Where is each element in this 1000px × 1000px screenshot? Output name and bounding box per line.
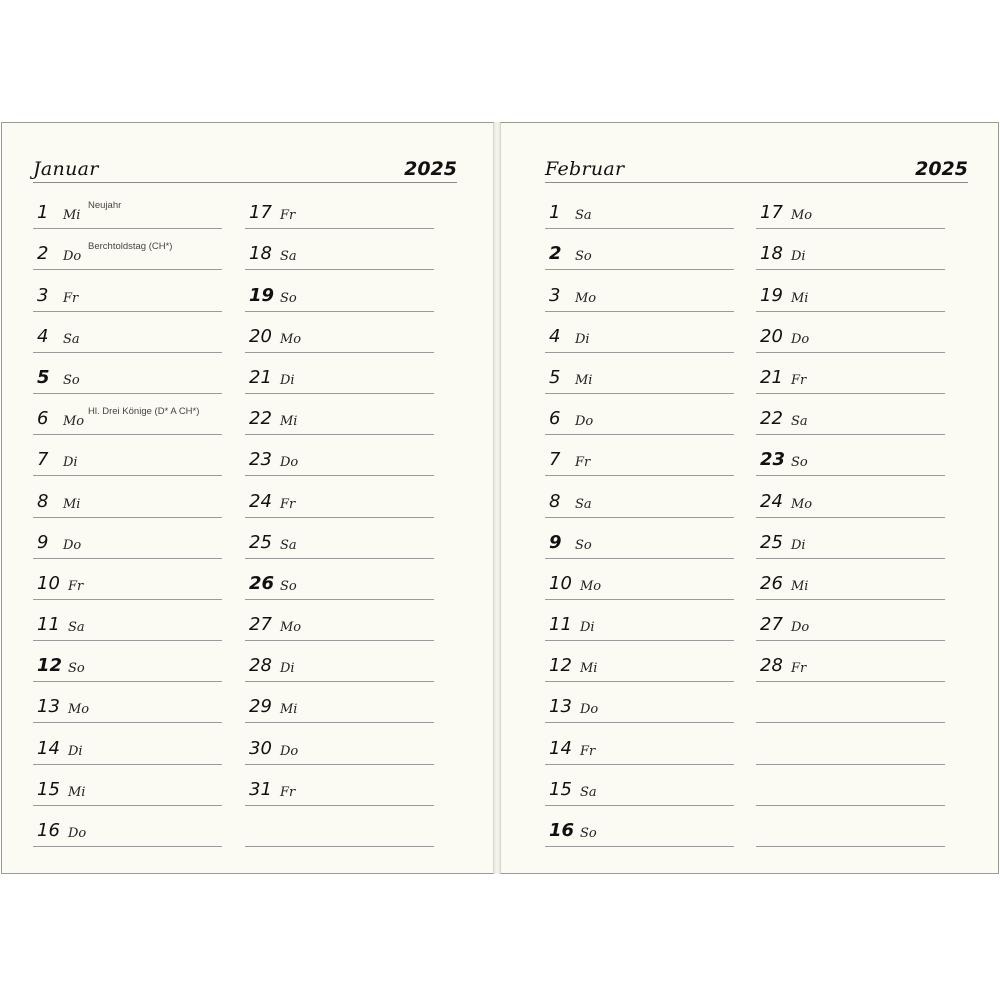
day-number: 9 [37,531,49,553]
weekday-label: Mi [280,702,298,718]
weekday-label: Fr [280,208,296,224]
day-row [33,476,222,517]
day-row [33,394,222,435]
day-row [545,600,734,641]
month-title: Februar [545,158,625,180]
day-number: 15 [37,778,60,800]
weekday-label: Mo [580,578,602,594]
day-number: 6 [549,408,561,430]
weekday-label: Do [791,620,810,636]
day-number: 8 [37,490,49,512]
day-row [33,188,222,229]
day-row [245,600,434,641]
day-row [756,559,945,600]
day-number: 13 [37,696,60,718]
day-number: 19 [760,284,783,306]
day-number: 20 [249,325,272,347]
day-row [756,188,945,229]
weekday-label: Mi [63,496,81,512]
day-row [245,312,434,353]
day-row [756,518,945,559]
day-number: 22 [760,408,783,430]
day-number: 29 [249,696,272,718]
day-number: 19 [249,284,275,306]
day-row [545,353,734,394]
day-number: 21 [760,366,783,388]
weekday-label: Do [68,826,87,841]
day-number: 10 [37,572,60,594]
day-row [756,641,945,682]
holiday-label: Hl. Drei Könige (D* A CH*) [88,406,200,418]
weekday-label: Sa [280,249,297,265]
weekday-label: Sa [580,784,597,800]
weekday-label: So [280,578,297,594]
day-number: 27 [760,614,783,636]
day-row [245,641,434,682]
day-row [245,682,434,723]
weekday-label: Mi [68,784,86,800]
weekday-label: Mi [575,372,593,388]
day-number: 1 [549,202,561,224]
weekday-label: Fr [580,743,596,759]
day-row [545,518,734,559]
day-number: 2 [549,243,562,265]
day-row [756,394,945,435]
weekday-label: So [791,455,808,471]
weekday-label: Do [280,455,299,471]
year-label: 2025 [404,158,457,180]
weekday-label: Do [580,702,599,718]
day-row [245,723,434,764]
day-number: 28 [249,655,272,677]
weekday-label: Mi [280,414,298,430]
day-number: 21 [249,366,272,388]
february-days-17-28 [756,188,945,847]
weekday-label: Sa [575,496,592,512]
january-days-1-16 [33,188,222,847]
weekday-label: Di [791,249,806,265]
weekday-label: Di [791,537,806,553]
weekday-label: Do [575,414,594,430]
weekday-label: Fr [280,496,296,512]
day-row [756,723,945,764]
weekday-label: Mo [575,290,597,306]
day-row [545,559,734,600]
day-number: 11 [549,614,572,636]
day-row [245,188,434,229]
day-row [33,600,222,641]
day-row [545,188,734,229]
weekday-label: Fr [791,372,807,388]
weekday-label: Mo [68,702,90,718]
january-days-17-31 [245,188,434,847]
weekday-label: Di [280,661,295,677]
year-label: 2025 [915,158,968,180]
day-number: 8 [549,490,561,512]
day-number: 23 [760,449,786,471]
day-row [545,641,734,682]
day-row [33,435,222,476]
weekday-label: Fr [63,290,79,306]
day-number: 22 [249,408,272,430]
day-row [33,270,222,311]
day-number: 1 [37,202,49,224]
day-row [245,476,434,517]
weekday-label: Di [580,620,595,636]
day-number: 23 [249,449,272,471]
day-row [545,270,734,311]
day-number: 11 [37,614,60,636]
weekday-label: Mo [791,496,813,512]
day-number: 5 [37,366,50,388]
day-number: 13 [549,696,572,718]
day-row [33,229,222,270]
weekday-label: So [63,372,80,388]
weekday-label: Fr [575,455,591,471]
day-row [545,312,734,353]
day-row [756,806,945,847]
day-row [756,476,945,517]
day-number: 25 [249,531,272,553]
day-number: 3 [37,284,49,306]
day-row [756,765,945,806]
weekday-label: Sa [791,414,808,430]
weekday-label: Do [63,249,82,265]
weekday-label: So [575,249,592,265]
month-header-february [545,156,968,183]
day-number: 27 [249,614,272,636]
weekday-label: Fr [280,784,296,800]
weekday-label: Do [791,331,810,347]
day-row [245,229,434,270]
day-row [245,435,434,476]
day-number: 16 [549,820,575,841]
day-number: 24 [760,490,783,512]
day-row [756,600,945,641]
weekday-label: Di [68,743,83,759]
day-row [33,353,222,394]
day-row [756,682,945,723]
month-header-january [33,156,457,183]
day-number: 17 [249,202,272,224]
day-number: 26 [760,572,783,594]
day-row [245,518,434,559]
day-row [545,394,734,435]
day-number: 2 [37,243,49,265]
day-number: 12 [37,655,63,677]
weekday-label: Sa [68,620,85,636]
day-row [33,682,222,723]
day-number: 7 [549,449,561,471]
weekday-label: Fr [791,661,807,677]
month-title: Januar [33,158,99,180]
weekday-label: Mo [280,331,302,347]
day-row [33,641,222,682]
day-row [545,682,734,723]
weekday-label: Di [575,331,590,347]
day-row [756,270,945,311]
holiday-label: Neujahr [88,200,122,212]
day-row [33,312,222,353]
day-number: 10 [549,572,572,594]
day-row [545,476,734,517]
weekday-label: So [575,537,592,553]
day-number: 5 [549,366,561,388]
weekday-label: Di [63,455,78,471]
day-number: 18 [249,243,272,265]
day-row [245,270,434,311]
day-row [545,806,734,847]
day-number: 25 [760,531,783,553]
day-row [245,353,434,394]
day-row [245,765,434,806]
weekday-label: So [280,290,297,306]
day-row [545,765,734,806]
day-number: 12 [549,655,572,677]
day-row [545,723,734,764]
weekday-label: Mi [791,578,809,594]
day-number: 26 [249,572,275,594]
day-row [33,765,222,806]
day-number: 3 [549,284,561,306]
day-number: 14 [37,737,60,759]
weekday-label: Sa [63,331,80,347]
day-number: 30 [249,737,272,759]
day-row [33,723,222,764]
day-number: 9 [549,531,562,553]
day-number: 28 [760,655,783,677]
february-days-1-16 [545,188,734,847]
day-row [756,229,945,270]
day-row [756,353,945,394]
day-row [545,229,734,270]
day-row [33,559,222,600]
weekday-label: So [580,826,597,841]
weekday-label: Sa [575,208,592,224]
weekday-label: Mo [280,620,302,636]
day-number: 18 [760,243,783,265]
day-number: 15 [549,778,572,800]
holiday-label: Berchtoldstag (CH*) [88,241,173,253]
day-number: 17 [760,202,783,224]
day-number: 20 [760,325,783,347]
day-number: 14 [549,737,572,759]
weekday-label: Mo [791,208,813,224]
day-row [33,518,222,559]
day-row [33,806,222,847]
day-number: 7 [37,449,49,471]
weekday-label: Fr [68,578,84,594]
weekday-label: Mi [791,290,809,306]
day-number: 24 [249,490,272,512]
day-number: 4 [37,325,49,347]
weekday-label: So [68,661,85,677]
weekday-label: Do [280,743,299,759]
day-row [756,435,945,476]
day-row [545,435,734,476]
day-number: 6 [37,408,49,430]
weekday-label: Mo [63,414,85,430]
weekday-label: Mi [63,208,81,224]
weekday-label: Di [280,372,295,388]
day-number: 4 [549,325,561,347]
day-number: 16 [37,820,60,841]
weekday-label: Sa [280,537,297,553]
day-number: 31 [249,778,272,800]
weekday-label: Do [63,537,82,553]
day-row [245,806,434,847]
day-row [756,312,945,353]
weekday-label: Mi [580,661,598,677]
day-row [245,559,434,600]
day-row [245,394,434,435]
